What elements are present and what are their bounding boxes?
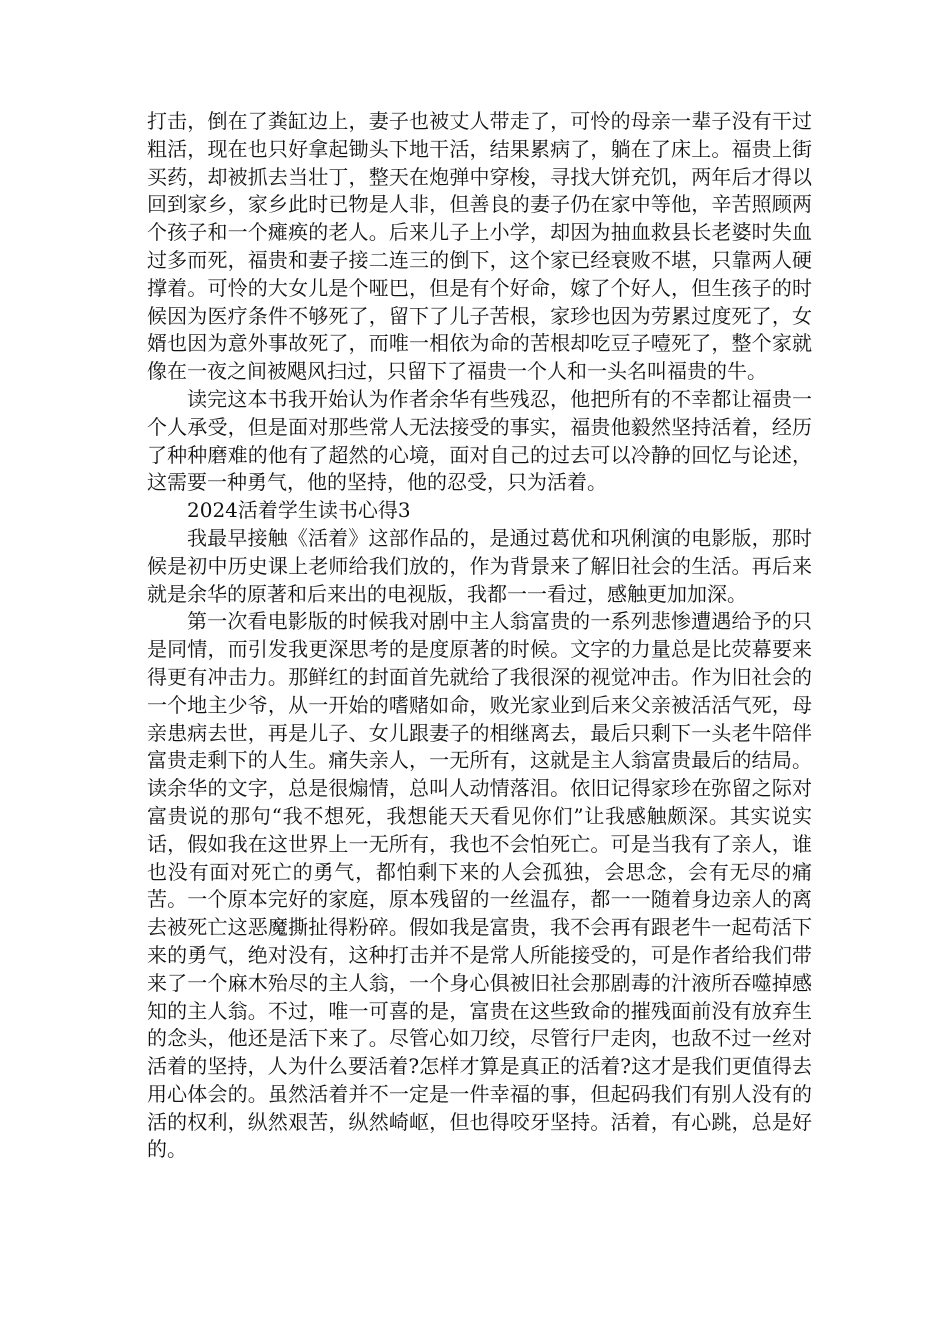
paragraph-reflection: 读完这本书我开始认为作者余华有些残忍，他把所有的不幸都让福贵一个人承受，但是面对那些常人无法接受的事实，福贵他毅然坚持活着，经历了种种磨难的他有了超然的心境，面对自己的过去可以冷静的回忆与论述，这需要一种勇气，他的坚持，他的忍受，只为活着。 <box>147 386 812 495</box>
document-body <box>147 108 812 1164</box>
section-heading: 2024活着学生读书心得3 <box>187 498 411 523</box>
paragraph-continuation: 打击，倒在了粪缸边上，妻子也被丈人带走了，可怜的母亲一辈子没有干过粗活，现在也只好拿起锄头下地干活，结果累病了，躺在了床上。福贵上街买药，却被抓去当壮丁，整天在炮弹中穿梭，寻找大饼充饥，两年后才得以回到家乡，家乡此时已物是人非，但善良的妻子仍在家中等他，辛苦照顾两个孩子和一个瘫痪的老人。后来儿子上小学，却因为抽血救县长老婆时失血过多而死，福贵和妻子接二连三的倒下，这个家已经衰败不堪，只靠两人硬撑着。可怜的大女儿是个哑巴，但是有个好命，嫁了个好人，但生孩子的时候因为医疗条件不够死了，留下了儿子苦根，家珍也因为劳累过度死了，女婿也因为意外事故死了，而唯一相依为命的苦根却吃豆子噎死了，整个家就像在一夜之间被飓风扫过，只留下了福贵一个人和一头名叫福贵的牛。 <box>147 109 812 384</box>
paragraph-main-essay: 第一次看电影版的时候我对剧中主人翁富贵的一系列悲惨遭遇给予的只是同情，而引发我更深思考的是度原著的时候。文字的力量总是比荧幕要来得更有冲击力。那鲜红的封面首先就给了我很深的视觉冲击。作为旧社会的一个地主少爷，从一开始的嗜赌如命，败光家业到后来父亲被活活气死，母亲患病去世，再是儿子、女儿跟妻子的相继离去，最后只剩下一头老牛陪伴富贵走剩下的人生。痛失亲人，一无所有，这就是主人翁富贵最后的结局。读余华的文字，总是很煽情，总叫人动情落泪。依旧记得家珍在弥留之际对富贵说的那句“我不想死，我想能天天看见你们”让我感触颇深。其实说实话，假如我在这世界上一无所有，我也不会怕死亡。可是当我有了亲人，谁也没有面对死亡的勇气，都怕剩下来的人会孤独，会思念，会有无尽的痛苦。一个原本完好的家庭，原本残留的一丝温存，都一一随着身边亲人的离去被死亡这恶魔撕扯得粉碎。假如我是富贵，我不会再有跟老牛一起苟活下来的勇气，绝对没有，这种打击并不是常人所能接受的，可是作者给我们带来了一个麻木殆尽的主人翁，一个身心俱被旧社会那剧毒的汁液所吞噬掉感知的主人翁。不过，唯一可喜的是，富贵在这些致命的摧残面前没有放弃生的念头，他还是活下来了。尽管心如刀绞，尽管行尸走肉，也敌不过一丝对活着的坚持，人为什么要活着?怎样才算是真正的活着?这才是我们更值得去用心体会的。虽然活着并不一定是一件幸福的事，但起码我们有别人没有的活的权利，纵然艰苦，纵然崎岖，但也得咬牙坚持。活着，有心跳，总是好的。 <box>147 609 812 1162</box>
paragraph-first-contact: 我最早接触《活着》这部作品的，是通过葛优和巩俐演的电影版，那时候是初中历史课上老师给我们放的，作为背景来了解旧社会的生活。再后来就是余华的原著和后来出的电视版，我都一一看过，感触更加加深。 <box>147 525 812 606</box>
